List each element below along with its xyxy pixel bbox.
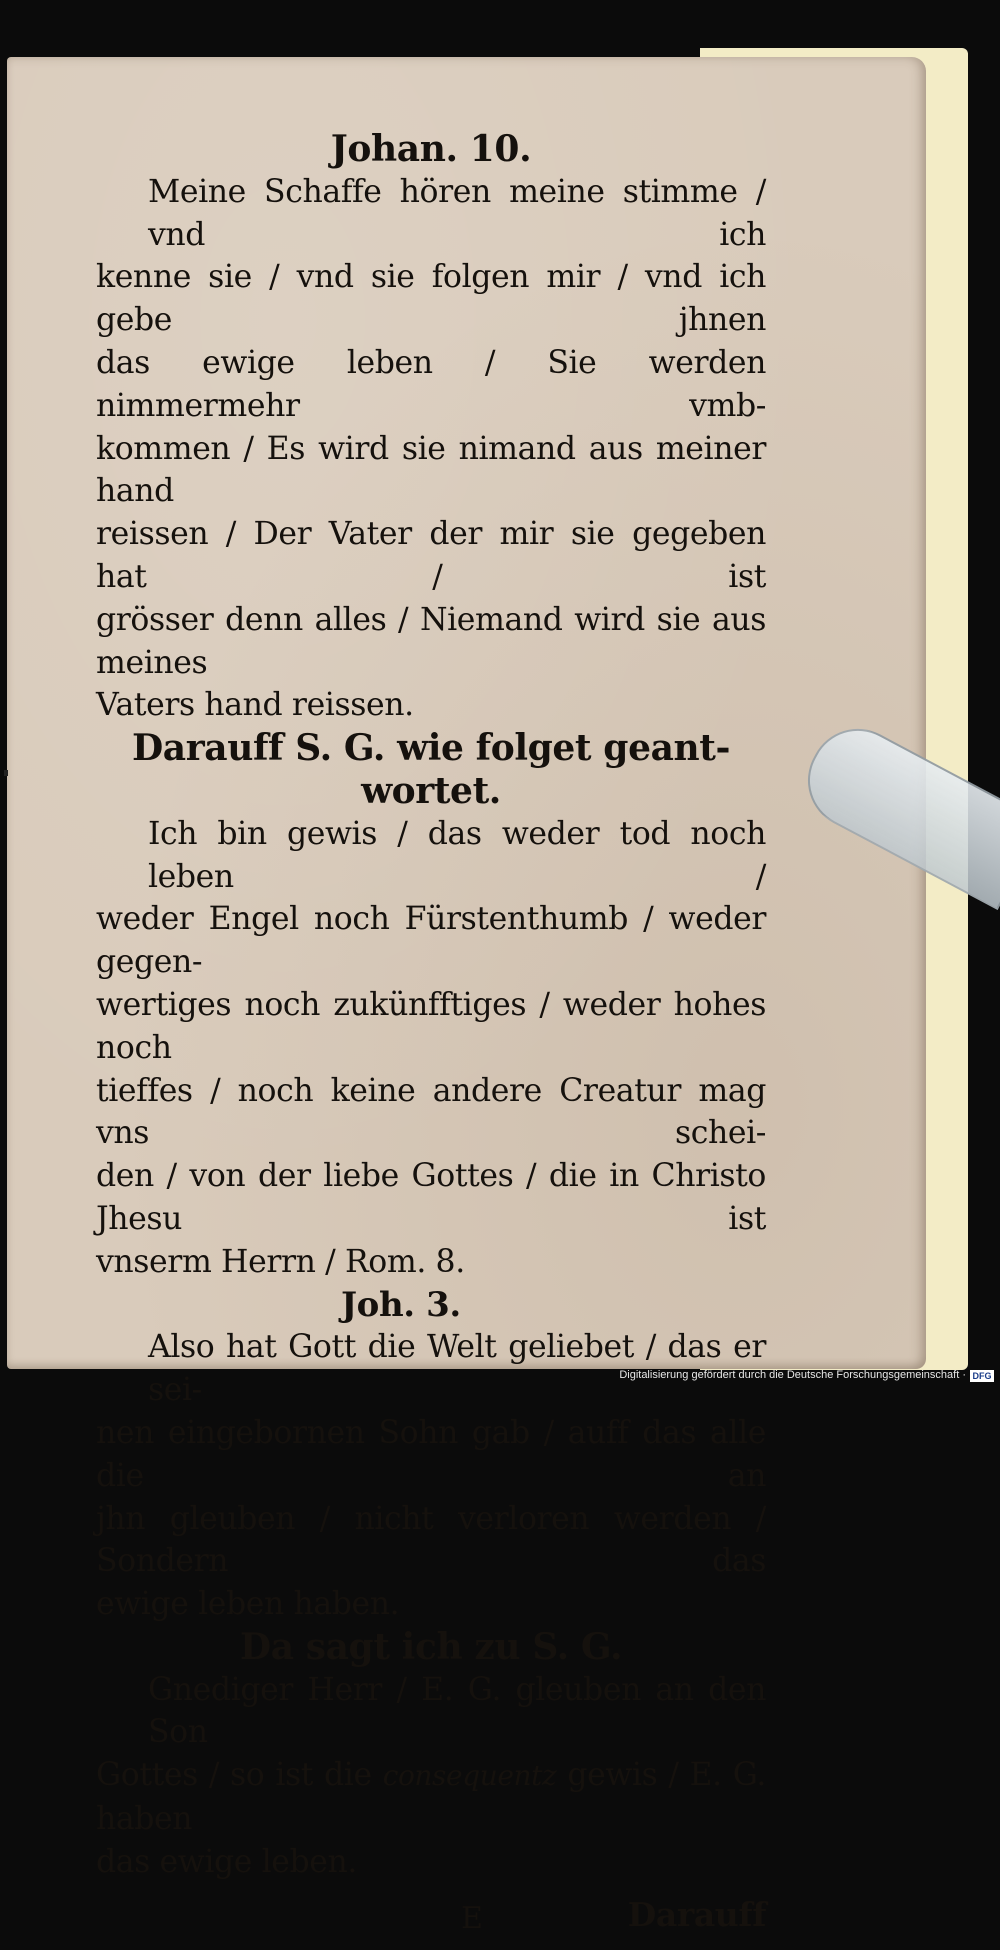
page-foot xyxy=(96,1890,766,1950)
text-lines xyxy=(96,128,766,1754)
text-segment: Gottes / so ist die xyxy=(96,1757,383,1794)
dfg-logo: DFG xyxy=(970,1370,994,1382)
signature-mark: E xyxy=(461,1900,483,1936)
text-segment: gewis / E. G. haben xyxy=(96,1757,766,1838)
text-line: jhn gleuben / nicht verloren werden / Sondern das xyxy=(96,1500,766,1580)
text-line: ewige leben haben. xyxy=(96,1586,400,1623)
text-line: Ich bin gewis / das weder tod noch leben / xyxy=(148,815,766,895)
text-line: Gnediger Herr / E. G. gleuben an den Son xyxy=(148,1671,766,1751)
text-line: vnserm Herrn / Rom. 8. xyxy=(96,1243,465,1280)
text-line: Vaters hand reissen. xyxy=(96,687,414,724)
text-line: tieffes / noch keine andere Creatur mag vns schei- xyxy=(96,1072,766,1152)
scan-mark xyxy=(4,770,8,776)
text-line: kenne sie / vnd sie folgen mir / vnd ich gebe jhnen xyxy=(96,259,766,339)
section-heading: Da sagt ich zu S. G. xyxy=(239,1625,623,1668)
text-line: den / von der liebe Gottes / die in Christo Jhesu ist xyxy=(96,1158,766,1237)
section-heading: Darauff S. G. wie folget geant- xyxy=(131,727,731,770)
catchword: Darauff xyxy=(627,1894,766,1934)
text-line: grösser denn alles / Niemand wird sie aus meines xyxy=(96,601,766,681)
text-line: wertiges noch zukünfftiges / weder hohes noch xyxy=(96,986,766,1066)
text-line: Meine Schaffe hören meine stimme / vnd ich xyxy=(148,173,766,253)
section-heading: wortet. xyxy=(361,769,501,812)
text-line: das ewige leben / Sie werden nimmermehr vmb- xyxy=(96,344,766,424)
text-line: reissen / Der Vater der mir sie gegeben hat / ist xyxy=(96,516,766,595)
section-heading: Joh. 3. xyxy=(341,1284,461,1325)
text-line-final: das ewige leben. xyxy=(96,1843,358,1880)
section-heading: Johan. 10. xyxy=(330,128,532,170)
italic-word: consequentz xyxy=(382,1759,557,1793)
text-line: nen eingebornen Sohn gab / auff das alle die an xyxy=(96,1414,766,1494)
text-line: kommen / Es wird sie nimand aus meiner hand xyxy=(96,430,766,510)
text-line: Also hat Gott die Welt geliebet / das er sei- xyxy=(148,1329,766,1409)
text-line: weder Engel noch Fürstenthumb / weder gegen- xyxy=(96,901,766,981)
text-line-consequentz xyxy=(96,1754,766,1841)
digitization-credit: Digitalisierung gefördert durch die Deutsche Forschungsgemeinschaft · xyxy=(619,1369,966,1381)
page-text xyxy=(96,128,766,1950)
